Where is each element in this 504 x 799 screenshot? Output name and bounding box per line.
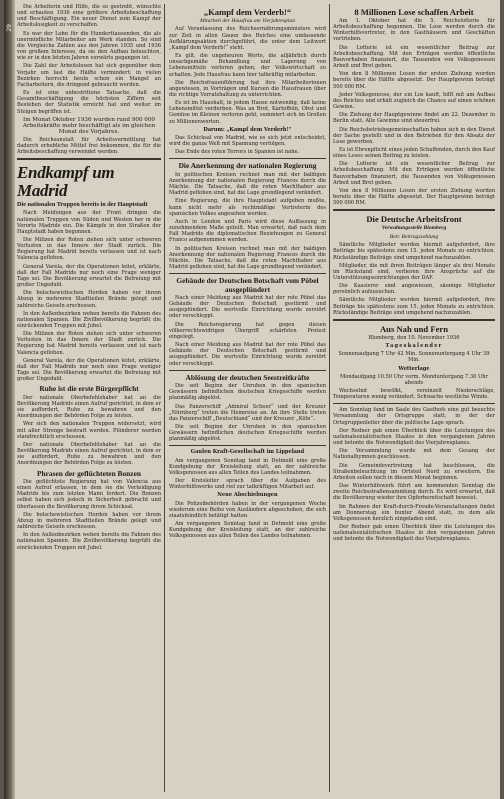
- paragraph: Der nationale Oberbefehlshaber hat an die Bevölkerung Madrids einen Aufruf gerichtet, in dem er sie auffordert, Ruhe zu bewahren und den Anordnungen der Behörden Folge zu leisten.: [17, 441, 161, 467]
- paragraph: Die Versammlung wurde mit dem Gesang der Nationalhymnen geschlossen.: [333, 448, 495, 461]
- paragraph: Am vergangenen Sonntag fand in Detmold eine große Kundgebung der Kreisleitung statt, an der zahlreiche Volksgenossen aus allen Teilen des Landes teilnahmen.: [169, 521, 326, 540]
- paragraph: Der Redner gab einen Überblick über die Leistungen des nationalsozialistischen Staates in den vergangenen Jahren und betonte die Notwendigkeit des Vierjahresplanes.: [333, 523, 495, 543]
- paragraph: Es ist eine unbestrittene Tatsache, daß die Gesamtbeschäftigung die höchsten Ziffern seit Bestehen der Statistik erreicht hat und weiter im Steigen begriffen ist.: [17, 90, 161, 115]
- divider: [169, 158, 326, 159]
- headline-kampf-dem-verderb: „Kampf dem Verderb!“: [203, 7, 292, 17]
- paragraph: Die Reichsregierung hat gegen diesen völkerrechtswidrigen Übergriff schärfsten Protest eingelegt.: [169, 321, 326, 340]
- divider: [17, 158, 161, 160]
- paragraph: General Varela, der die Operationen leitet, erklärte, daß der Fall Madrids nur noch eine Frage weniger Tage sei. Die Bevölkerung erwartet die Befreiung mit großer Ungeduld.: [17, 263, 161, 289]
- paragraph: In den Außenbezirken wehen bereits die Fahnen des nationalen Spanien. Die Zivilbevölkerung begrüßt die einrückenden Truppen mit Jubel.: [17, 532, 161, 551]
- paragraph: Die seit Beginn der Unruhen in den spanischen Gewässern befindlichen deutschen Kriegsschiffe werden planmäßig abgelöst.: [169, 383, 326, 402]
- column-middle: [169, 4, 326, 794]
- paragraph: Am vergangenen Sonntag fand in Detmold eine große Kundgebung der Kreisleitung statt, an der zahlreiche Volksgenossen aus allen Teilen des Landes teilnahmen.: [169, 457, 326, 476]
- paragraph: Mitglieder, die mit ihren Beiträgen länger als drei Monate im Rückstand sind, verlieren ihre Ansprüche auf die Unterstützungseinrichtungen der DAF.: [333, 262, 495, 281]
- heading-aus-nah-und-fern: Aus Nah und Fern: [379, 323, 449, 334]
- paragraph: Die Ziehung der Hauptgewinne findet am 22. Dezember in Berlin statt. Alle Gewinne sind steuerfrei.: [333, 112, 495, 125]
- headline-madrid: Endkampf um Madrid: [17, 163, 115, 201]
- divider: [333, 209, 495, 211]
- paragraph: Die Polizeibehörden haben in der vergangenen Woche wiederum eine Reihe von Ausländern abgeschoben, die sich staatsfeindlich betätigt hatten.: [169, 500, 326, 519]
- calendar-line: Sonnenaufgang 7 Uhr 42 Min. Sonnenuntergang 4 Uhr 39 Min.: [338, 351, 490, 364]
- divider: [169, 370, 326, 371]
- paragraph: Der nationale Oberbefehlshaber hat an die Bevölkerung Madrids einen Aufruf gerichtet, in dem er sie auffordert, Ruhe zu bewahren und den Anordnungen der Behörden Folge zu leisten.: [17, 394, 161, 420]
- divider: [169, 273, 326, 274]
- heading-ruhe: Ruhe ist die erste Bürgerpflicht: [39, 384, 139, 394]
- paragraph: Die Zahl der Arbeitslosen hat sich gegenüber dem Vorjahr um fast die Hälfte vermindert; in vielen Bezirken herrscht heute schon ein Mangel an Facharbeitern, die dringend gebraucht werden.: [17, 63, 161, 88]
- newspaper-page: [4, 0, 500, 799]
- paragraph: Nach einer Meldung aus Madrid hat der rote Pöbel das Gebäude der Deutschen Botschaft gestürmt und ausgeplündert. Die wertvolle Einrichtung wurde zerstört oder verschleppt.: [169, 342, 326, 367]
- paragraph: Die Arbeiterin und Hilfe, die so gestrebt, wünschte und erbauten 1936 eine größere Arbeitsbeschaffung und Beschäftigung. Ein neuer Dienst zum Kampf der Arbeitslosigkeit zu verschaffen.: [17, 4, 161, 29]
- paragraph: Es ist im Haushalt, in jedem Hause notwendig, daß keine Lebensmittel verderben. Was an Brot, Kartoffeln, Obst und Gemüse im Kleinen verloren geht, summiert sich im Großen zu Millionenwerten.: [169, 100, 326, 125]
- paragraph: Die bolschewistischen Horden haben vor ihrem Abzug in mehreren Stadtteilen Brände gelegt und zahlreiche Geiseln erschossen.: [17, 290, 161, 309]
- paragraph: Wer sich den nationalen Truppen widersetzt, wird mit aller Strenge bestraft werden. Plünderer werden standrechtlich erschossen.: [17, 421, 161, 440]
- paragraph: Es gilt, die ungeheuren Werte, die alljährlich durch unsachgemäße Behandlung und Lagerung von Lebensmitteln verloren gehen, der Volkswirtschaft zu erhalten. Jede Hausfrau kann hier tatkräftig mitarbeiten.: [169, 53, 326, 78]
- subheading-verwaltungsstelle: Verwaltungsstelle Blomberg: [381, 225, 447, 232]
- heading-botschaft: Gebäude der Deutschen Botschaft vom Pöbel ausgeplündert: [176, 276, 319, 294]
- paragraph: Auf Veranlassung des Reichsernährungsministers wird zur Zeit in allen Gauen des Reiches eine umfassende Aufklärungsaktion durchgeführt, die unter dem Leitwort „Kampf dem Verderb!“ steht.: [169, 26, 326, 51]
- column-rule: [164, 4, 165, 792]
- weather-heading: Wetterlage: [398, 365, 430, 372]
- note: Im Monat Oktober 1936 wurden rund 900 000 Arbeitskräfte mehr beschäftigt als im gleichen Monat des Vorjahres.: [22, 116, 156, 136]
- paragraph: Die Reichsbetriebsgemeinschaften haben sich in den Dienst der Sache gestellt und in den Betrieben für den Absatz der Lose geworben.: [333, 126, 495, 145]
- paragraph: General Varela, der die Operationen leitet, erklärte, daß der Fall Madrids nur noch eine Frage weniger Tage sei. Die Bevölkerung erwartet die Befreiung mit großer Ungeduld.: [17, 357, 161, 383]
- paragraph: Es war der Lohn für die Hunderttausenden, die als unermüdliche Mitarbeiter am Werk standen. So sind die Vergleiche Zahlen aus den Jahren 1935 und 1936 von großem Interesse, da sie den Aufbau beleuchten, wie er in den letzten Jahren vorwärts gegangen ist.: [17, 30, 161, 62]
- heading-seestreitkraefte: Ablösung der deutschen Seestreitkräfte: [185, 372, 310, 382]
- paragraph: Die Milizen der Roten ziehen sich unter schweren Verlusten in das Innere der Stadt zurück. Die Regierung hat Madrid bereits verlassen und ist nach Valencia geflohen.: [17, 236, 161, 262]
- calendar-line: Mondaufgang 10.50 Uhr vorm. Monduntergang 7.30 Uhr abends: [339, 373, 489, 386]
- paragraph: Die Lotterie ist ein wesentlicher Beitrag zur Arbeitsbeschaffung. Mit den Erträgen werden öffentliche Bauvorhaben finanziert, die Tausenden von Volksgenossen Arbeit und Brot geben.: [333, 44, 495, 70]
- paragraph: Sämtliche Mitglieder werden hiermit aufgefordert, ihre Beiträge bis spätestens zum 15. jeden Monats zu entrichten. Rückständige Beiträge sind umgehend nachzuzahlen.: [333, 242, 495, 261]
- paragraph: Im Rahmen der Kraft-durch-Freude-Veranstaltungen findet am Donnerstag ein bunter Abend statt, zu dem alle Volksgenossen herzlich eingeladen sind.: [333, 503, 495, 522]
- paragraph: Das Ende des roten Terrors in Spanien ist nahe.: [175, 149, 300, 156]
- paragraph: Der Kreisleiter sprach über die Aufgaben des Winterhilfswerks und rief zur tatkräftigen Mitarbeit auf.: [169, 478, 326, 491]
- paragraph: In politischen Kreisen rechnet man mit der baldigen Anerkennung der nationalen Regierung Francos durch die Mächte. Die Tatsache, daß die roten Machthaber aus Madrid geflohen sind, hat die Lage grundlegend verändert.: [169, 245, 326, 270]
- divider: [333, 319, 495, 321]
- headline-lose: 8 Millionen Lose schaffen Arbeit: [354, 7, 474, 17]
- paragraph: Jeder Volksgenosse, der ein Los kauft, hilft mit am Aufbau des Reiches und erhält zugleich die Chance auf einen schönen Gewinn.: [333, 91, 495, 111]
- paragraph: In politischen Kreisen rechnet man mit der baldigen Anerkennung der nationalen Regierung Francos durch die Mächte. Die Tatsache, daß die roten Machthaber aus Madrid geflohen sind, hat die Lage grundlegend verändert.: [169, 171, 326, 197]
- heading-gesellschaft: Gaulen Kraft-Gesellschaft im Lippeland: [190, 449, 305, 456]
- column-rule: [329, 4, 330, 792]
- heading-phrasen: Phrasen der geflüchteten Bonzen: [37, 468, 141, 478]
- page-number: 29: [6, 24, 13, 32]
- divider: [169, 445, 326, 446]
- paragraph: Es ist Ehrenpflicht eines jeden Schaffenden, durch den Kauf eines Loses seinen Beitrag zu leisten.: [333, 146, 495, 160]
- paragraph: Die geflüchtete Regierung hat von Valencia aus einen Aufruf erlassen, in dem sie die Verteidigung Madrids bis zum letzten Mann fordert. Die Bonzen selbst haben sich jedoch in Sicherheit gebracht und überlassen die Bevölkerung ihrem Schicksal.: [17, 478, 161, 510]
- paragraph: Das Winterhilfswerk führt am kommenden Sonntag die zweite Reichsstraßensammlung durch. Es wird erwartet, daß die Bevölkerung wieder ihre Opferbereitschaft beweist.: [333, 483, 495, 502]
- subheadline-madrid: Die nationalen Truppen bereits in der Hauptstadt: [17, 201, 148, 209]
- subheadline: Mitarbeit der Hausfrau am Vierjahresplan: [199, 18, 296, 24]
- motto: Darum: „Kampf dem Verderb!“: [203, 126, 292, 133]
- paragraph: Sämtliche Mitglieder werden hiermit aufgefordert, ihre Beiträge bis spätestens zum 15. jeden Monats zu entrichten. Rückständige Beiträge sind umgehend nachzuzahlen.: [333, 297, 495, 316]
- paragraph: Eine Regierung, die ihre Hauptstadt aufgeben mußte, kann nicht mehr als rechtmäßige Vertreterin des spanischen Volkes angesehen werden.: [169, 198, 326, 217]
- paragraph: Die Lotterie ist ein wesentlicher Beitrag zur Arbeitsbeschaffung. Mit den Erträgen werden öffentliche Bauvorhaben finanziert, die Tausenden von Volksgenossen Arbeit und Brot geben.: [333, 161, 495, 186]
- heading-anerkennung: Die Anerkennung der nationalen Regierung: [178, 161, 317, 171]
- paragraph: Das Panzerschiff „Admiral Scheer“ und der Kreuzer „Nürnberg“ treten die Heimreise an. An ihre Stelle treten das Panzerschiff „Deutschland“ und der Kreuzer „Köln“.: [169, 403, 326, 422]
- paragraph: Von den 8 Millionen Losen der ersten Ziehung wurden bereits über die Hälfte abgesetzt. Der Hauptgewinn beträgt 500 000 RM.: [333, 187, 495, 207]
- column-left: [17, 4, 161, 794]
- paragraph: Die seit Beginn der Unruhen in den spanischen Gewässern befindlichen deutschen Kriegsschiffe werden planmäßig abgelöst.: [169, 424, 326, 443]
- book-spine: [4, 0, 15, 799]
- paragraph: Die Milizen der Roten ziehen sich unter schweren Verlusten in das Innere der Stadt zurück. Die Regierung hat Madrid bereits verlassen und ist nach Valencia geflohen.: [17, 331, 161, 356]
- divider: [333, 403, 495, 404]
- subheading-beitragszahlung: Betr. Beitragszahlung: [389, 233, 439, 240]
- paragraph: Nach einer Meldung aus Madrid hat der rote Pöbel das Gebäude der Deutschen Botschaft gestürmt und ausgeplündert. Die wertvolle Einrichtung wurde zerstört oder verschleppt.: [169, 294, 326, 320]
- paragraph: Die Reichsanstalt für Arbeitsvermittlung hat dadurch erhebliche Mittel frei bekommen, die für die Arbeitsbeschaffung verwendet werden.: [17, 136, 161, 156]
- paragraph: Das Schicksal von Madrid, wie es sich jetzt entscheidet, wird die ganze Welt mit Spannung verfolgen.: [169, 134, 326, 148]
- heading-abschiebungen: Neue Abschiebungen: [217, 492, 278, 499]
- weather-text: Wechselnd bewölkt, vereinzelt Niederschläge, Temperaturen wenig verändert. Schwache westliche Winde.: [333, 388, 495, 401]
- paragraph: In den Außenbezirken wehen bereits die Fahnen des nationalen Spanien. Die Zivilbevölkerung begrüßt die einrückenden Truppen mit Jubel.: [17, 310, 161, 329]
- paragraph: Am Sonntag fand im Saale des Gasthofs eine gut besuchte Versammlung der Ortsgruppe statt, in der der Ortsgruppenleiter über die politische Lage sprach.: [333, 407, 495, 426]
- paragraph: Die bolschewistischen Horden haben vor ihrem Abzug in mehreren Stadtteilen Brände gelegt und zahlreiche Geiseln erschossen.: [17, 511, 161, 531]
- paragraph: Nach Meldungen aus der Front dringen die nationalen Truppen von Süden und Westen her in die Vororte Madrids ein. Die Kämpfe in den Straßen der Hauptstadt haben begonnen.: [17, 210, 161, 235]
- column-right: [333, 4, 495, 794]
- paragraph: Auch in London und Paris wird diese Auffassung in zunehmendem Maße geteilt. Man erwartet, daß nach dem Fall Madrids die diplomatischen Beziehungen zu General Franco aufgenommen werden.: [169, 218, 326, 244]
- calendar-heading: Tageskalender: [385, 343, 443, 350]
- paragraph: Die Gemeindevertretung hat beschlossen, die Straßenbeleuchtung im Ortsteil Nord zu erweitern. Die Arbeiten sollen noch in diesem Monat beginnen.: [333, 462, 495, 481]
- paragraph: Der Redner gab einen Überblick über die Leistungen des nationalsozialistischen Staates in den vergangenen Jahren und betonte die Notwendigkeit des Vierjahresplanes.: [333, 427, 495, 447]
- dateline: Blomberg, den 10. November 1936: [368, 334, 460, 341]
- paragraph: Von den 8 Millionen Losen der ersten Ziehung wurden bereits über die Hälfte abgesetzt. Der Hauptgewinn beträgt 500 000 RM.: [333, 71, 495, 90]
- paragraph: Die Reichsfrauenführung hat ihre Mitarbeiterinnen angewiesen, in Vorträgen und Kursen die Hausfrauen über die richtige Vorratshaltung zu unterrichten.: [169, 79, 326, 98]
- paragraph: Am 1. Oktober hat die 5. Reichslotterie für Arbeitsbeschaffung begonnen. Die Lose werden durch die Winterhilfsvertreter, in den Gasthäusern und Geschäften vertrieben.: [333, 18, 495, 43]
- paragraph: Die Kassierer sind angewiesen, säumige Mitglieder persönlich aufzusuchen.: [333, 283, 495, 296]
- heading-arbeitsfront: Die Deutsche Arbeitsfront: [366, 214, 462, 225]
